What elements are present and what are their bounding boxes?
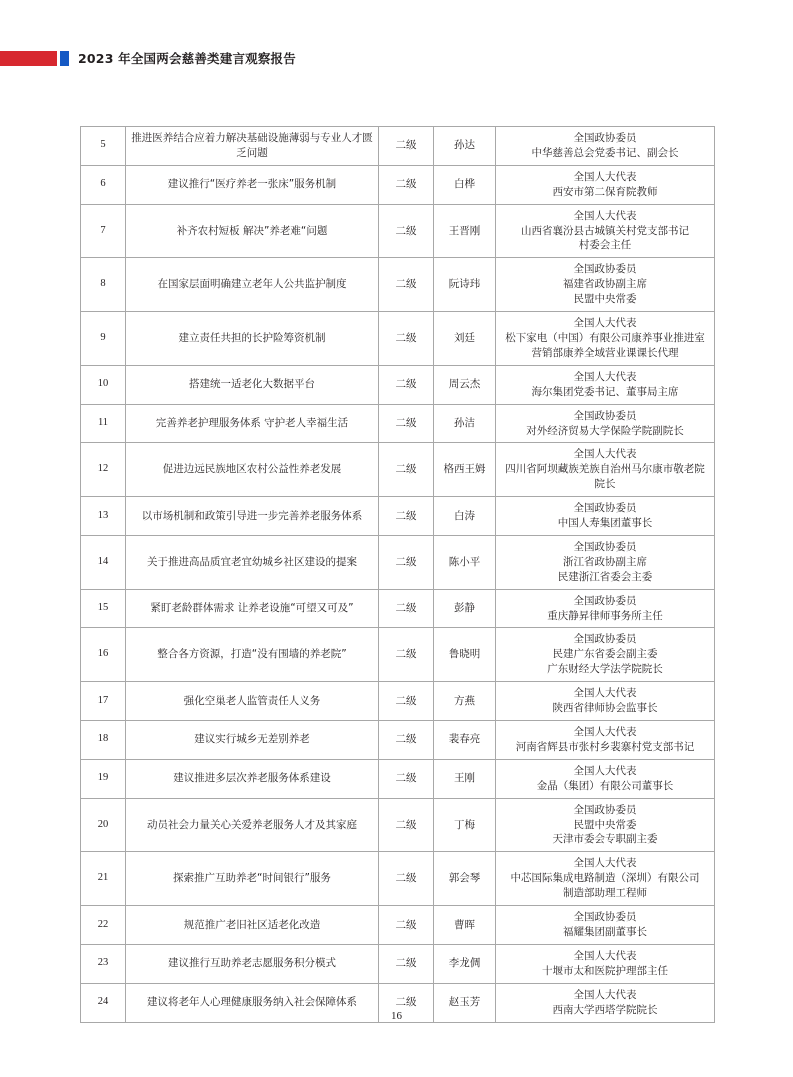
cell-proposer-affiliation bbox=[496, 852, 715, 906]
cell-proposer-affiliation bbox=[496, 759, 715, 798]
cell-proposer-affiliation bbox=[496, 628, 715, 682]
affiliation-line: 中华慈善总会党委书记、副会长 bbox=[531, 146, 679, 159]
cell-proposer-name: 李龙倜 bbox=[434, 944, 496, 983]
cell-index: 24 bbox=[81, 983, 126, 1022]
cell-proposer-affiliation bbox=[496, 798, 715, 852]
affiliation-line: 全国人大代表 bbox=[573, 949, 637, 962]
cell-proposal-title: 关于推进高品质宜老宜幼城乡社区建设的提案 bbox=[126, 535, 379, 589]
affiliation-line: 全国人大代表 bbox=[573, 988, 637, 1001]
affiliation-line: 陕西省律师协会监事长 bbox=[552, 702, 658, 715]
affiliation-line: 民建广东省委会副主委 bbox=[552, 648, 658, 661]
cell-proposer-affiliation bbox=[496, 535, 715, 589]
cell-index: 21 bbox=[81, 852, 126, 906]
cell-level: 二级 bbox=[379, 443, 434, 497]
cell-level: 二级 bbox=[379, 944, 434, 983]
cell-index: 20 bbox=[81, 798, 126, 852]
cell-proposal-title: 紧盯老龄群体需求 让养老设施“可望又可及” bbox=[126, 589, 379, 628]
cell-proposer-affiliation bbox=[496, 127, 715, 166]
cell-index: 10 bbox=[81, 365, 126, 404]
cell-proposer-name: 孙达 bbox=[434, 127, 496, 166]
cell-level: 二级 bbox=[379, 721, 434, 760]
affiliation-line: 制造部助理工程师 bbox=[563, 887, 647, 900]
cell-proposal-title: 以市场机制和政策引导进一步完善养老服务体系 bbox=[126, 497, 379, 536]
affiliation-line: 全国人大代表 bbox=[573, 687, 637, 700]
cell-index: 8 bbox=[81, 258, 126, 312]
table-row bbox=[81, 721, 715, 760]
cell-index: 7 bbox=[81, 204, 126, 258]
cell-proposer-affiliation bbox=[496, 944, 715, 983]
cell-proposer-affiliation bbox=[496, 721, 715, 760]
cell-index: 16 bbox=[81, 628, 126, 682]
cell-index: 22 bbox=[81, 906, 126, 945]
cell-level: 二级 bbox=[379, 906, 434, 945]
proposals-table-body bbox=[81, 127, 715, 1023]
affiliation-line: 山西省襄汾县古城镇关村党支部书记 bbox=[521, 224, 689, 237]
affiliation-line: 全国政协委员 bbox=[573, 540, 637, 553]
affiliation-line: 天津市委会专职副主委 bbox=[552, 833, 658, 846]
table-row bbox=[81, 628, 715, 682]
cell-proposer-name: 曹晖 bbox=[434, 906, 496, 945]
table-row bbox=[81, 443, 715, 497]
cell-level: 二级 bbox=[379, 165, 434, 204]
cell-level: 二级 bbox=[379, 852, 434, 906]
cell-proposal-title: 建议推行“医疗养老一张床”服务机制 bbox=[126, 165, 379, 204]
cell-proposal-title: 动员社会力量关心关爱养老服务人才及其家庭 bbox=[126, 798, 379, 852]
cell-proposal-title: 补齐农村短板 解决”养老难“问题 bbox=[126, 204, 379, 258]
cell-index: 19 bbox=[81, 759, 126, 798]
cell-proposal-title: 强化空巢老人监管责任人义务 bbox=[126, 682, 379, 721]
table-row bbox=[81, 944, 715, 983]
cell-proposer-name: 白桦 bbox=[434, 165, 496, 204]
cell-proposal-title: 建议将老年人心理健康服务纳入社会保障体系 bbox=[126, 983, 379, 1022]
cell-index: 11 bbox=[81, 404, 126, 443]
page-header bbox=[0, 48, 793, 70]
cell-proposal-title: 建立责任共担的长护险筹资机制 bbox=[126, 312, 379, 366]
proposals-table-container bbox=[80, 126, 714, 1023]
cell-proposer-affiliation bbox=[496, 404, 715, 443]
affiliation-line: 松下家电（中国）有限公司康养事业推进室 bbox=[505, 331, 705, 344]
cell-index: 23 bbox=[81, 944, 126, 983]
affiliation-line: 金晶（集团）有限公司董事长 bbox=[536, 779, 674, 792]
cell-level: 二级 bbox=[379, 983, 434, 1022]
table-row bbox=[81, 798, 715, 852]
affiliation-line: 西南大学西塔学院院长 bbox=[552, 1003, 658, 1016]
affiliation-line: 全国人大代表 bbox=[573, 170, 637, 183]
affiliation-line: 中芯国际集成电路制造（深圳）有限公司 bbox=[510, 872, 700, 885]
table-row bbox=[81, 759, 715, 798]
cell-index: 13 bbox=[81, 497, 126, 536]
cell-index: 5 bbox=[81, 127, 126, 166]
cell-index: 17 bbox=[81, 682, 126, 721]
table-row bbox=[81, 906, 715, 945]
cell-level: 二级 bbox=[379, 404, 434, 443]
cell-proposal-title: 在国家层面明确建立老年人公共监护制度 bbox=[126, 258, 379, 312]
cell-proposer-name: 刘廷 bbox=[434, 312, 496, 366]
cell-proposer-name: 鲁晓明 bbox=[434, 628, 496, 682]
affiliation-line: 全国政协委员 bbox=[573, 409, 637, 422]
cell-proposal-title: 探索推广互助养老“时间银行”服务 bbox=[126, 852, 379, 906]
affiliation-line: 中国人寿集团董事长 bbox=[557, 517, 653, 530]
cell-proposer-affiliation bbox=[496, 165, 715, 204]
affiliation-line: 全国人大代表 bbox=[573, 448, 637, 461]
cell-proposer-name: 赵玉芳 bbox=[434, 983, 496, 1022]
cell-level: 二级 bbox=[379, 759, 434, 798]
cell-index: 18 bbox=[81, 721, 126, 760]
table-row bbox=[81, 852, 715, 906]
table-row bbox=[81, 404, 715, 443]
cell-level: 二级 bbox=[379, 589, 434, 628]
table-row bbox=[81, 535, 715, 589]
cell-proposal-title: 建议实行城乡无差别养老 bbox=[126, 721, 379, 760]
cell-level: 二级 bbox=[379, 535, 434, 589]
cell-proposer-name: 方燕 bbox=[434, 682, 496, 721]
cell-level: 二级 bbox=[379, 365, 434, 404]
cell-proposer-name: 陈小平 bbox=[434, 535, 496, 589]
affiliation-line: 全国政协委员 bbox=[573, 803, 637, 816]
cell-proposer-affiliation bbox=[496, 258, 715, 312]
affiliation-line: 浙江省政协副主席 bbox=[563, 555, 647, 568]
cell-proposal-title: 整合各方资源，打造“没有围墙的养老院” bbox=[126, 628, 379, 682]
cell-proposer-name: 彭静 bbox=[434, 589, 496, 628]
cell-level: 二级 bbox=[379, 798, 434, 852]
cell-proposer-affiliation bbox=[496, 204, 715, 258]
cell-index: 12 bbox=[81, 443, 126, 497]
cell-index: 9 bbox=[81, 312, 126, 366]
table-row bbox=[81, 312, 715, 366]
cell-proposer-affiliation bbox=[496, 312, 715, 366]
affiliation-line: 全国政协委员 bbox=[573, 263, 637, 276]
cell-proposer-name: 孙洁 bbox=[434, 404, 496, 443]
affiliation-line: 对外经济贸易大学保险学院副院长 bbox=[526, 424, 684, 437]
page-number: 16 bbox=[391, 1010, 402, 1022]
affiliation-line: 全国人大代表 bbox=[573, 317, 637, 330]
affiliation-line: 民建浙江省委会主委 bbox=[557, 570, 653, 583]
affiliation-line: 河南省辉县市张村乡裴寨村党支部书记 bbox=[515, 740, 695, 753]
cell-proposer-affiliation bbox=[496, 906, 715, 945]
affiliation-line: 全国人大代表 bbox=[573, 726, 637, 738]
cell-level: 二级 bbox=[379, 682, 434, 721]
table-row bbox=[81, 589, 715, 628]
cell-level: 二级 bbox=[379, 127, 434, 166]
affiliation-line: 全国政协委员 bbox=[573, 502, 637, 515]
cell-level: 二级 bbox=[379, 497, 434, 536]
cell-proposer-affiliation bbox=[496, 589, 715, 628]
affiliation-line: 四川省阿坝藏族羌族自治州马尔康市敬老院 bbox=[505, 463, 705, 476]
affiliation-line: 全国人大代表 bbox=[573, 209, 637, 222]
table-row bbox=[81, 682, 715, 721]
cell-proposer-name: 裴春亮 bbox=[434, 721, 496, 760]
cell-index: 6 bbox=[81, 165, 126, 204]
affiliation-line: 全国政协委员 bbox=[573, 911, 637, 924]
affiliation-line: 福耀集团副董事长 bbox=[563, 925, 647, 938]
affiliation-line: 海尔集团党委书记、董事局主席 bbox=[531, 385, 679, 398]
affiliation-line: 广东财经大学法学院院长 bbox=[547, 663, 663, 676]
affiliation-line: 全国政协委员 bbox=[573, 594, 637, 607]
cell-proposer-name: 白涛 bbox=[434, 497, 496, 536]
report-title: 2023 年全国两会慈善类建言观察报告 bbox=[78, 51, 296, 66]
cell-proposal-title: 规范推广老旧社区适老化改造 bbox=[126, 906, 379, 945]
affiliation-line: 福建省政协副主席 bbox=[563, 278, 647, 291]
affiliation-line: 重庆静昇律师事务所主任 bbox=[547, 609, 663, 622]
cell-level: 二级 bbox=[379, 204, 434, 258]
affiliation-line: 营销部康养全域营业课课长代理 bbox=[531, 346, 679, 359]
cell-index: 15 bbox=[81, 589, 126, 628]
cell-proposer-affiliation bbox=[496, 682, 715, 721]
affiliation-line: 民盟中央常委 bbox=[573, 818, 637, 831]
proposals-table bbox=[80, 126, 715, 1023]
cell-level: 二级 bbox=[379, 312, 434, 366]
cell-proposer-name: 郭会琴 bbox=[434, 852, 496, 906]
affiliation-line: 十堰市太和医院护理部主任 bbox=[542, 964, 668, 977]
table-row bbox=[81, 127, 715, 166]
affiliation-line: 全国人大代表 bbox=[573, 764, 637, 777]
table-row bbox=[81, 365, 715, 404]
cell-proposer-name: 王晋刚 bbox=[434, 204, 496, 258]
cell-proposal-title: 建议推进多层次养老服务体系建设 bbox=[126, 759, 379, 798]
cell-proposal-title: 推进医养结合应着力解决基础设施薄弱与专业人才匮乏问题 bbox=[126, 127, 379, 166]
cell-level: 二级 bbox=[379, 628, 434, 682]
table-row bbox=[81, 165, 715, 204]
cell-proposer-name: 阮诗玮 bbox=[434, 258, 496, 312]
table-row bbox=[81, 204, 715, 258]
table-row bbox=[81, 497, 715, 536]
table-row bbox=[81, 258, 715, 312]
cell-proposer-name: 格西王姆 bbox=[434, 443, 496, 497]
affiliation-line: 全国政协委员 bbox=[573, 633, 637, 646]
affiliation-line: 民盟中央常委 bbox=[573, 293, 637, 306]
cell-proposal-title: 建议推行互助养老志愿服务积分模式 bbox=[126, 944, 379, 983]
cell-proposer-affiliation bbox=[496, 443, 715, 497]
cell-index: 14 bbox=[81, 535, 126, 589]
header-accent-bar-red bbox=[0, 51, 57, 66]
affiliation-line: 村委会主任 bbox=[578, 239, 632, 252]
cell-proposal-title: 促进边远民族地区农村公益性养老发展 bbox=[126, 443, 379, 497]
header-accent-bar-blue bbox=[60, 51, 69, 66]
cell-proposal-title: 完善养老护理服务体系 守护老人幸福生活 bbox=[126, 404, 379, 443]
cell-proposer-name: 丁梅 bbox=[434, 798, 496, 852]
affiliation-line: 西安市第二保育院教师 bbox=[552, 185, 658, 198]
cell-level: 二级 bbox=[379, 258, 434, 312]
affiliation-line: 院长 bbox=[594, 478, 616, 491]
affiliation-line: 全国人大代表 bbox=[573, 370, 637, 383]
cell-proposer-affiliation bbox=[496, 497, 715, 536]
cell-proposal-title: 搭建统一适老化大数据平台 bbox=[126, 365, 379, 404]
cell-proposer-name: 周云杰 bbox=[434, 365, 496, 404]
cell-proposer-name: 王刚 bbox=[434, 759, 496, 798]
cell-proposer-affiliation bbox=[496, 365, 715, 404]
affiliation-line: 全国政协委员 bbox=[573, 132, 637, 144]
affiliation-line: 全国人大代表 bbox=[573, 857, 637, 870]
